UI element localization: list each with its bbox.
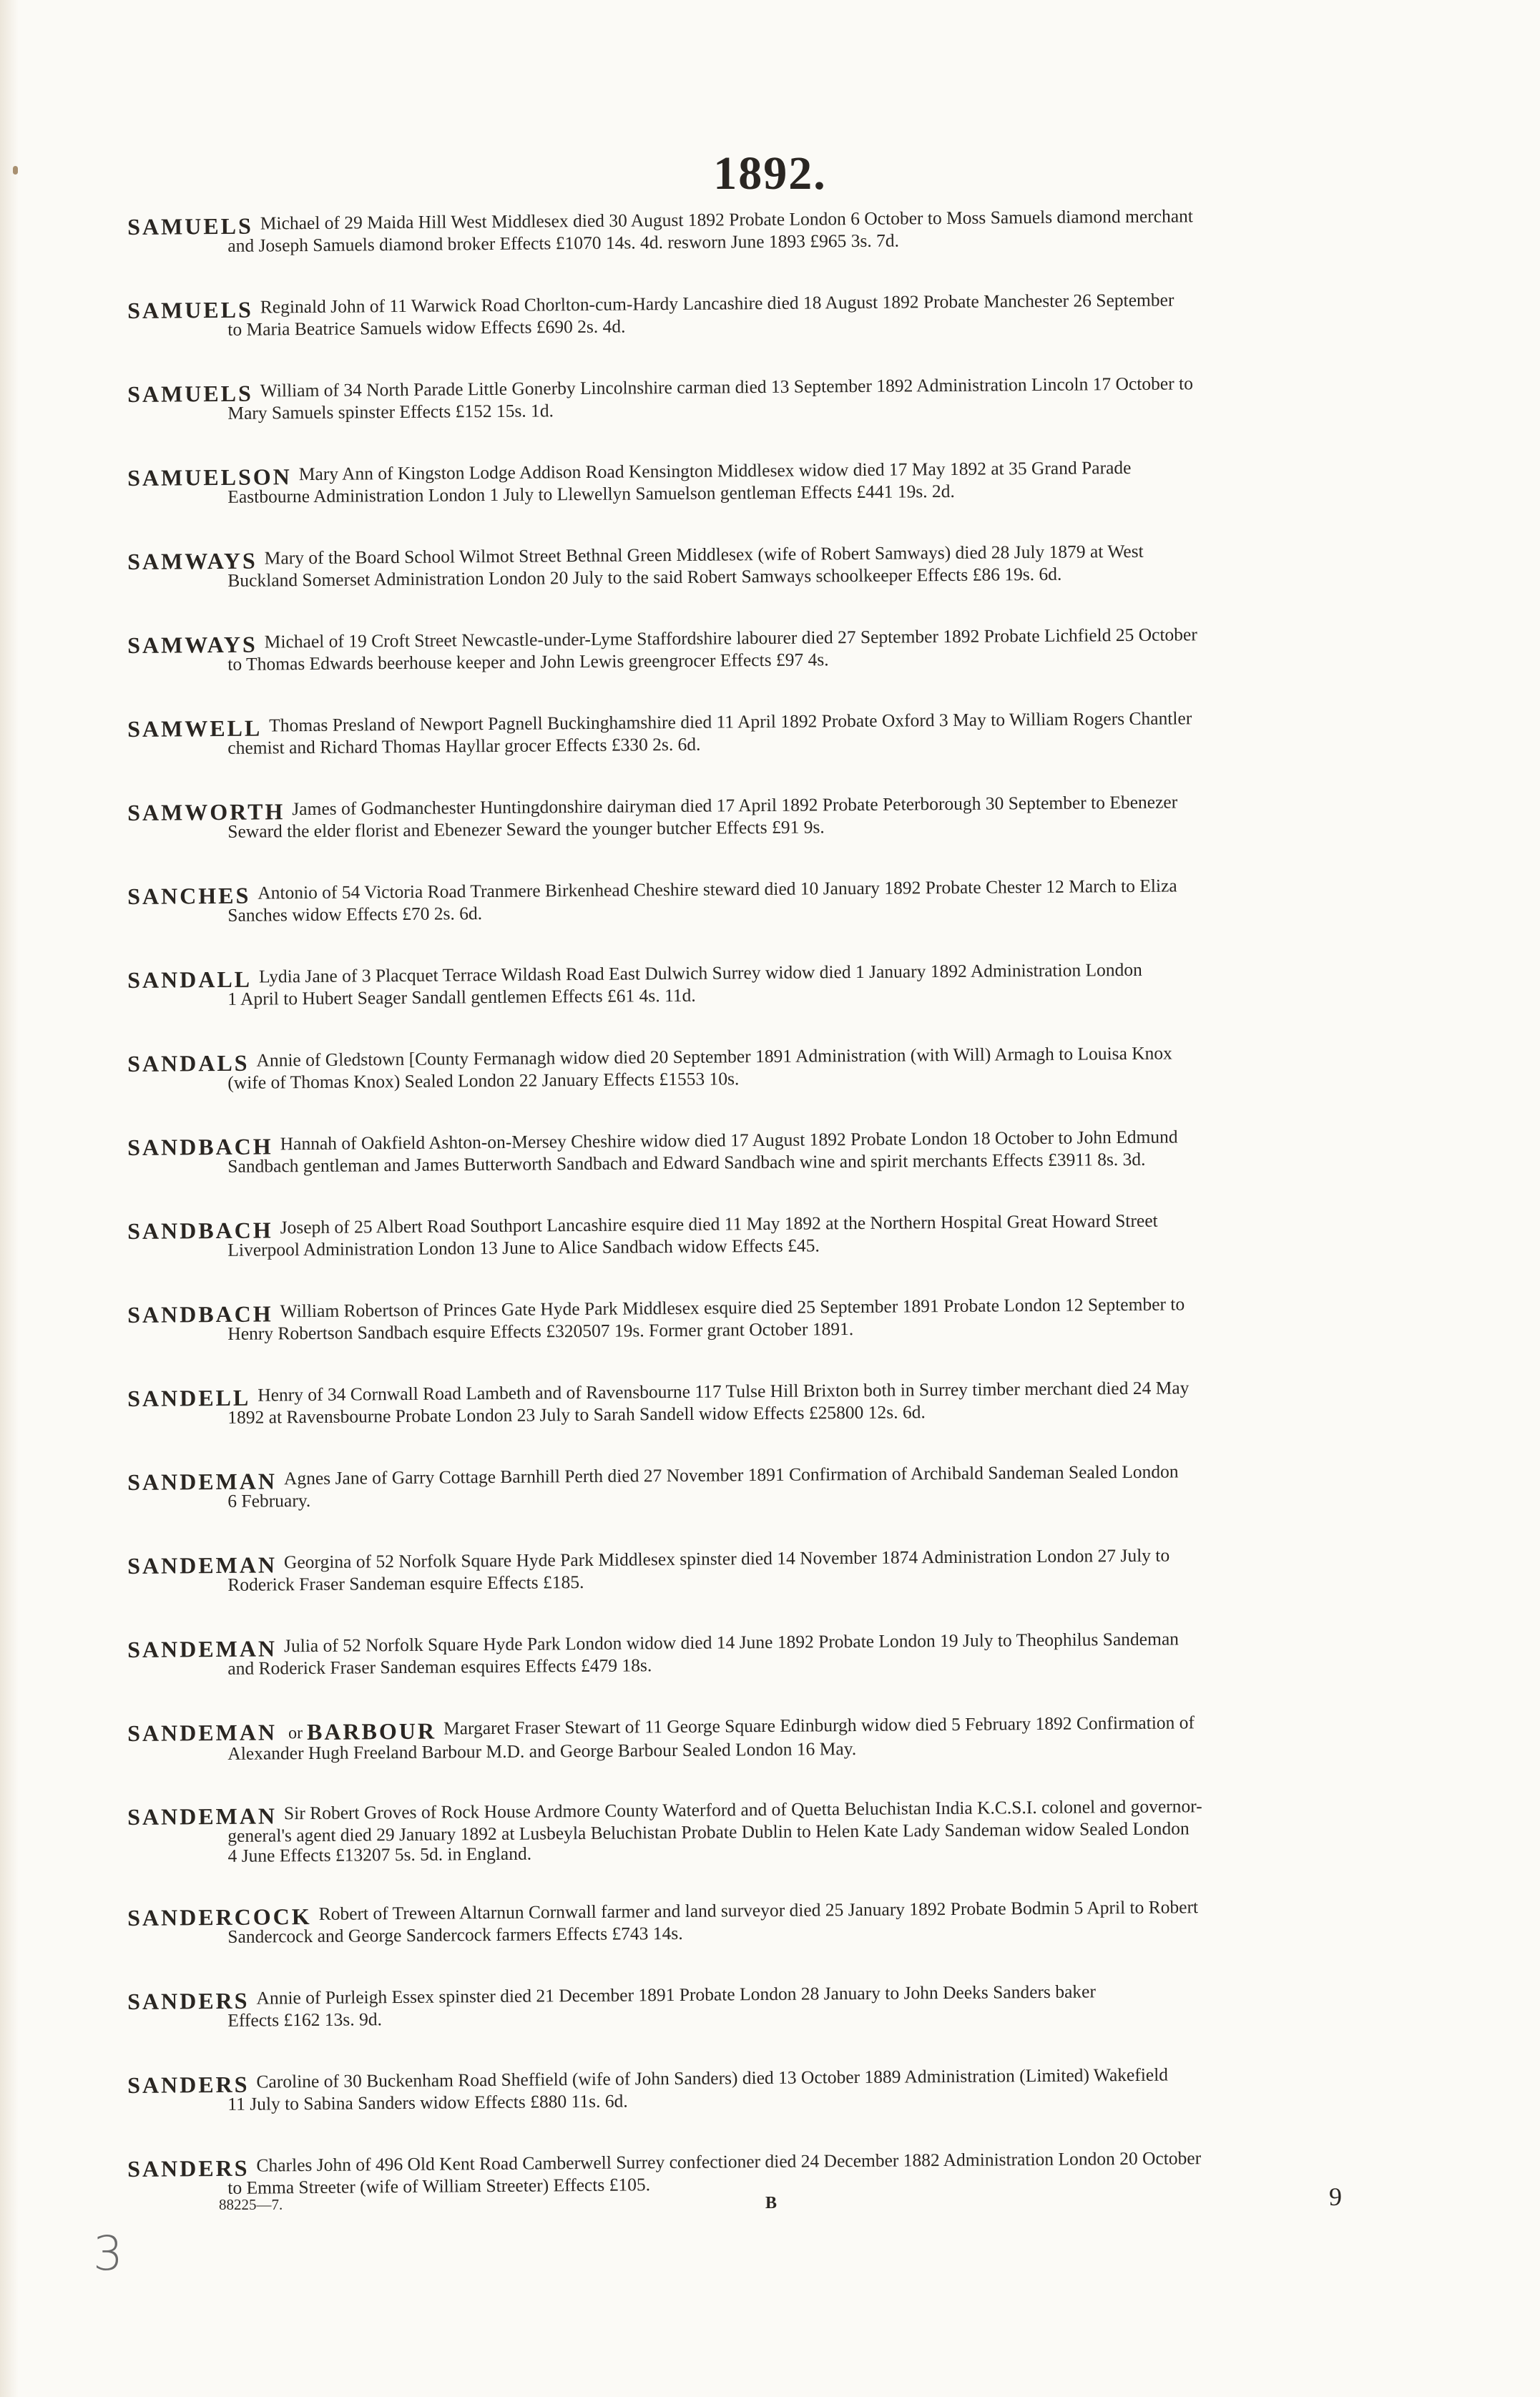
entry-text-line1: Annie of Gledstown [County Fermanagh widow died 20 September 1891 Administration (with Will) Armagh to Louisa Knox xyxy=(256,1042,1172,1071)
entry-surname-second: BARBOUR xyxy=(306,1717,437,1745)
entry-surname: SAMUELS xyxy=(127,380,253,407)
entry-surname: SAMUELS xyxy=(127,212,253,240)
probate-entry xyxy=(127,1376,1423,1428)
entry-text-line2: to Maria Beatrice Samuels widow Effects £690 2s. 4d. xyxy=(227,315,626,340)
probate-entry xyxy=(127,790,1423,843)
entry-text-line1: Agnes Jane of Garry Cottage Barnhill Perth died 27 November 1891 Confirmation of Archibald Sandeman Sealed London xyxy=(283,1461,1179,1489)
entry-text-line2: and Joseph Samuels diamond broker Effects £1070 14s. 4d. resworn June 1893 £965 3s. 7d. xyxy=(227,230,900,256)
entry-text-line2: 6 February. xyxy=(227,1489,311,1511)
probate-entry xyxy=(127,1795,1424,1867)
entry-text-line2: chemist and Richard Thomas Hayllar grocer Effects £330 2s. 6d. xyxy=(227,733,701,758)
entry-surname: SAMWAYS xyxy=(127,547,258,574)
probate-entry xyxy=(127,456,1423,508)
entry-text-line1: Henry of 34 Cornwall Road Lambeth and of Ravensbourne 117 Tulse Hill Brixton both in Surrey timber merchant died 24 May xyxy=(258,1377,1190,1406)
probate-entry xyxy=(127,539,1423,592)
entry-text-line2: Alexander Hugh Freeland Barbour M.D. and George Barbour Sealed London 16 May. xyxy=(227,1737,857,1764)
entry-text-line2: (wife of Thomas Knox) Sealed London 22 January Effects £1553 10s. xyxy=(227,1068,740,1093)
entry-text-line1: Lydia Jane of 3 Placquet Terrace Wildash Road East Dulwich Surrey widow died 1 January 1892 Administration London xyxy=(258,959,1142,987)
entry-text-line1: Sir Robert Groves of Rock House Ardmore County Waterford and of Quetta Beluchistan India K.C.S.I. colonel and governor- xyxy=(283,1795,1202,1824)
probate-entry xyxy=(127,1544,1423,1596)
entry-text-line2: general's agent died 29 January 1892 at Lusbeyla Beluchistan Probate Dublin to Helen Kate Lady Sandeman widow Sealed London xyxy=(227,1818,1190,1846)
entry-text-line2: Liverpool Administration London 13 June to Alice Sandbach widow Effects £45. xyxy=(227,1235,820,1260)
entry-text-line2: Seward the elder florist and Ebenezer Seward the younger butcher Effects £91 9s. xyxy=(227,816,825,842)
entry-text-line2: Mary Samuels spinster Effects £152 15s. 1d. xyxy=(227,400,554,423)
entry-text-line1: Caroline of 30 Buckenham Road Sheffield (wife of John Sanders) died 13 October 1889 Administration (Limited) Wakefield xyxy=(256,2064,1169,2092)
probate-entry xyxy=(127,1209,1423,1261)
entry-surname: SANDEMAN xyxy=(127,1635,278,1662)
entry-connector: or xyxy=(288,1724,303,1743)
entry-surname: SAMWAYS xyxy=(127,631,258,658)
entry-surname: SANDERS xyxy=(127,2071,250,2098)
year-heading: 1892. xyxy=(713,147,827,200)
probate-entry xyxy=(127,1711,1423,1765)
pencil-margin-mark: 3 xyxy=(93,2226,123,2281)
entry-text-line2: Henry Robertson Sandbach esquire Effects £320507 19s. Former grant October 1891. xyxy=(227,1318,854,1344)
probate-entry xyxy=(127,205,1423,257)
entry-text-line2: 11 July to Sabina Sanders widow Effects £880 11s. 6d. xyxy=(227,2090,628,2114)
entry-surname: SAMWELL xyxy=(127,715,263,742)
probate-entry xyxy=(127,2147,1423,2199)
probate-entry xyxy=(127,874,1423,926)
entry-text-line1: Charles John of 496 Old Kent Road Camberwell Surrey confectioner died 24 December 1882 Administration London 20 October xyxy=(256,2147,1202,2176)
entry-text-line1: Mary Ann of Kingston Lodge Addison Road Kensington Middlesex widow died 17 May 1892 at 35 Grand Parade xyxy=(298,456,1132,485)
entry-text-line1: James of Godmanchester Huntingdonshire dairyman died 17 April 1892 Probate Peterborough 30 September to Ebenezer xyxy=(292,791,1178,820)
entry-text-line1: Reginald John of 11 Warwick Road Chorlton-cum-Hardy Lancashire died 18 August 1892 Probate Manchester 26 September xyxy=(260,289,1174,318)
entry-text-line2: 1 April to Hubert Seager Sandall gentlemen Effects £61 4s. 11d. xyxy=(227,984,696,1009)
probate-entry xyxy=(127,2063,1423,2115)
entry-surname: SANDEMAN xyxy=(127,1803,278,1830)
entry-surname: SANDEMAN xyxy=(127,1719,278,1746)
entry-surname: SANDERS xyxy=(127,1987,250,2014)
entry-text-line2: Sanches widow Effects £70 2s. 6d. xyxy=(227,903,483,926)
entry-text-line1: Joseph of 25 Albert Road Southport Lancashire esquire died 11 May 1892 at the Northern Hospital Great Howard Street xyxy=(280,1210,1158,1238)
probate-entry xyxy=(127,372,1423,424)
entry-text-line1: Michael of 19 Croft Street Newcastle-under-Lyme Staffordshire labourer died 27 September 1892 Probate Lichfield 25 October xyxy=(264,624,1197,652)
entry-text-line2: Effects £162 13s. 9d. xyxy=(227,2009,382,2031)
entry-text-line1: Margaret Fraser Stewart of 11 George Square Edinburgh widow died 5 February 1892 Confirmation of xyxy=(443,1712,1195,1739)
page-number: 9 xyxy=(1329,2182,1342,2211)
probate-entry xyxy=(127,288,1423,340)
entry-text-line1: Mary of the Board School Wilmot Street Bethnal Green Middlesex (wife of Robert Samways) died 28 July 1879 at West xyxy=(264,540,1144,569)
entry-text-line2: and Roderick Fraser Sandeman esquires Effects £479 18s. xyxy=(227,1655,652,1679)
entry-text-line2: Roderick Fraser Sandeman esquire Effects £185. xyxy=(227,1571,584,1595)
page-edge-shadow xyxy=(0,0,19,2397)
entry-text-line1: Julia of 52 Norfolk Square Hyde Park London widow died 14 June 1892 Probate London 19 July to Theophilus Sandeman xyxy=(283,1628,1179,1657)
entry-text-line2: Sandbach gentleman and James Butterworth Sandbach and Edward Sandbach wine and spirit merchants Effects £3911 8s. 3d. xyxy=(227,1148,1146,1177)
entry-text-line1: Robert of Treween Altarnun Cornwall farmer and land surveyor died 25 January 1892 Probate Bodmin 5 April to Robert xyxy=(318,1896,1199,1924)
entry-text-line1: Hannah of Oakfield Ashton-on-Mersey Cheshire widow died 17 August 1892 Probate London 18 October to John Edmund xyxy=(280,1126,1178,1155)
entry-text-line3: 4 June Effects £13207 5s. 5d. in England. xyxy=(227,1843,532,1866)
probate-entry xyxy=(127,958,1423,1010)
entry-surname: SANCHES xyxy=(127,882,251,909)
entry-text-line1: Antonio of 54 Victoria Road Tranmere Birkenhead Cheshire steward died 10 January 1892 Probate Chester 12 March to Eliza xyxy=(258,875,1177,903)
entry-surname: SANDBACH xyxy=(127,1133,273,1160)
entry-surname: SANDBACH xyxy=(127,1217,273,1244)
entry-surname: SANDELL xyxy=(127,1384,251,1411)
entry-text-line2: 1892 at Ravensbourne Probate London 23 July to Sarah Sandell widow Effects £25800 12s. 6d. xyxy=(227,1401,926,1428)
probate-entry xyxy=(127,1627,1423,1680)
probate-entry xyxy=(127,623,1423,675)
probate-entry xyxy=(127,707,1423,759)
entry-text-line2: Sandercock and George Sandercock farmers Effects £743 14s. xyxy=(227,1922,683,1947)
footer-signature-mark: B xyxy=(765,2194,778,2212)
entry-text-line1: Annie of Purleigh Essex spinster died 21 December 1891 Probate London 28 January to John Deeks Sanders baker xyxy=(256,1981,1097,2009)
entry-surname: SANDEMAN xyxy=(127,1552,278,1579)
entry-surname: SANDALL xyxy=(127,966,252,993)
entry-text-line2: Eastbourne Administration London 1 July to Llewellyn Samuelson gentleman Effects £441 19s. 2d. xyxy=(227,480,955,507)
entry-surname: SAMUELS xyxy=(127,296,253,323)
probate-entry xyxy=(127,1293,1423,1345)
entry-text-line2: to Emma Streeter (wife of William Streeter) Effects £105. xyxy=(227,2174,651,2198)
entry-surname: SANDERCOCK xyxy=(127,1903,312,1931)
footer-print-code: 88225—7. xyxy=(219,2196,283,2213)
entry-surname: SANDBACH xyxy=(127,1300,273,1328)
entry-text-line1: William Robertson of Princes Gate Hyde Park Middlesex esquire died 25 September 1891 Probate London 12 September to xyxy=(280,1293,1185,1322)
entry-surname: SANDALS xyxy=(127,1049,250,1077)
entry-text-line1: Georgina of 52 Norfolk Square Hyde Park Middlesex spinster died 14 November 1874 Administration London 27 July to xyxy=(283,1544,1170,1573)
entry-surname: SAMWORTH xyxy=(127,798,285,825)
entry-text-line2: to Thomas Edwards beerhouse keeper and John Lewis greengrocer Effects £97 4s. xyxy=(227,649,829,675)
probate-entry xyxy=(127,1041,1423,1094)
entry-text-line2: Buckland Somerset Administration London 20 July to the said Robert Samways schoolkeeper Effects £86 19s. 6d. xyxy=(227,563,1062,591)
probate-entry xyxy=(127,1125,1423,1177)
entry-surname: SANDEMAN xyxy=(127,1468,278,1495)
probate-entry xyxy=(127,1979,1423,2031)
entry-surname: SAMUELSON xyxy=(127,464,292,491)
entry-surname: SANDERS xyxy=(127,2155,250,2182)
probate-entry xyxy=(127,1896,1423,1948)
entry-text-line1: Thomas Presland of Newport Pagnell Buckinghamshire died 11 April 1892 Probate Oxford 3 May to William Rogers Chantler xyxy=(269,707,1192,736)
probate-entry xyxy=(127,1460,1423,1512)
entry-text-line1: William of 34 North Parade Little Gonerby Lincolnshire carman died 13 September 1892 Administration Lincoln 17 October to xyxy=(260,373,1194,401)
entry-text-line1: Michael of 29 Maida Hill West Middlesex died 30 August 1892 Probate London 6 October to Moss Samuels diamond merchant xyxy=(260,205,1194,234)
